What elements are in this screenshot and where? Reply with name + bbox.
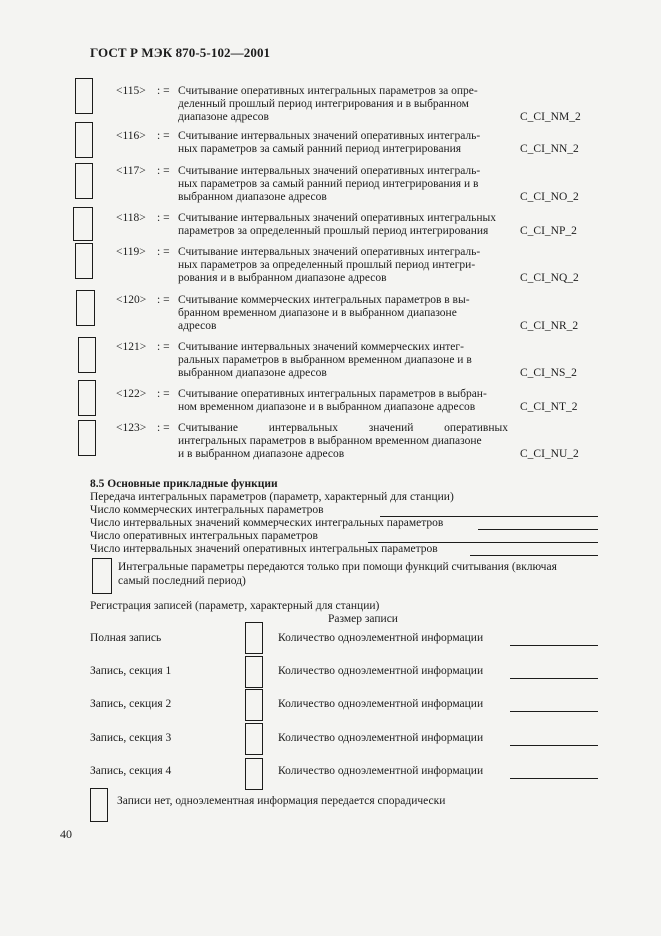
definition-code: <117> bbox=[116, 165, 146, 177]
record-label: Запись, секция 1 bbox=[90, 665, 172, 677]
description-line: Считывание оперативных интегральных параметров за опре- bbox=[178, 85, 478, 97]
record-size-field[interactable] bbox=[510, 711, 598, 712]
record-info: Количество одноэлементной информации bbox=[278, 732, 484, 744]
asdu-type: C_CI_NM_2 bbox=[520, 111, 581, 123]
record-checkbox-section-4[interactable] bbox=[245, 758, 263, 790]
read-only-checkbox[interactable] bbox=[92, 558, 112, 594]
definition-separator: : = bbox=[157, 388, 170, 400]
definition-description bbox=[178, 341, 508, 380]
definition-separator: : = bbox=[157, 246, 170, 258]
description-line: рования и в выбранном диапазоне адресов bbox=[178, 272, 387, 284]
record-info: Количество одноэлементной информации bbox=[278, 698, 484, 710]
record-checkbox-section-1[interactable] bbox=[245, 656, 263, 688]
definition-code: <119> bbox=[116, 246, 146, 258]
description-line: ральных параметров в выбранном временном диапазоне и в bbox=[178, 354, 472, 366]
record-size-field[interactable] bbox=[510, 645, 598, 646]
description-line: и в выбранном диапазоне адресов bbox=[178, 448, 345, 460]
record-size-field[interactable] bbox=[510, 745, 598, 746]
asdu-type: C_CI_NR_2 bbox=[520, 320, 579, 332]
definition-separator: : = bbox=[157, 130, 170, 142]
checkbox-115[interactable] bbox=[75, 78, 93, 114]
description-line: Считывание интервальных значений коммерческих интег- bbox=[178, 341, 464, 353]
asdu-type: C_CI_NN_2 bbox=[520, 143, 579, 155]
page-header: ГОСТ Р МЭК 870-5-102—2001 bbox=[90, 45, 271, 60]
description-line: Считывание интервальных значений оперативных bbox=[178, 422, 508, 434]
asdu-type: C_CI_NU_2 bbox=[520, 448, 579, 460]
count-field[interactable] bbox=[478, 529, 598, 530]
checkbox-120[interactable] bbox=[76, 290, 95, 326]
count-field[interactable] bbox=[470, 555, 598, 556]
description-line: диапазоне адресов bbox=[178, 111, 269, 123]
record-size-field[interactable] bbox=[510, 678, 598, 679]
definition-code: <121> bbox=[116, 341, 147, 353]
checkbox-118[interactable] bbox=[73, 207, 93, 241]
description-line: ных параметров за самый ранний период интегрирования и в bbox=[178, 178, 479, 190]
description-line: выбранном диапазоне адресов bbox=[178, 367, 327, 379]
section-title: 8.5 Основные прикладные функции bbox=[90, 478, 278, 490]
page-number: 40 bbox=[60, 827, 72, 841]
record-label: Запись, секция 2 bbox=[90, 698, 172, 710]
record-info: Количество одноэлементной информации bbox=[278, 665, 484, 677]
definition-code: <120> bbox=[116, 294, 147, 306]
description-line: бранном временном диапазоне и в выбранном диапазоне bbox=[178, 307, 457, 319]
definition-description bbox=[178, 85, 508, 124]
description-line: ных параметров за определенный прошлый период интегри- bbox=[178, 259, 476, 271]
record-size-field[interactable] bbox=[510, 778, 598, 779]
checkbox-123[interactable] bbox=[78, 420, 96, 456]
description-line: Считывание коммерческих интегральных параметров в вы- bbox=[178, 294, 470, 306]
description-line: Считывание интервальных значений оперативных интегральных bbox=[178, 212, 497, 224]
description-line: Считывание интервальных значений оперативных интеграль- bbox=[178, 130, 481, 142]
checkbox-122[interactable] bbox=[78, 380, 96, 416]
no-record-checkbox[interactable] bbox=[90, 788, 108, 822]
record-label: Запись, секция 4 bbox=[90, 765, 172, 777]
definition-code: <116> bbox=[116, 130, 146, 142]
definition-description bbox=[178, 212, 508, 238]
definition-separator: : = bbox=[157, 422, 170, 434]
checkbox-121[interactable] bbox=[78, 337, 96, 373]
description-line: Считывание оперативных интегральных параметров в выбран- bbox=[178, 388, 487, 400]
record-checkbox-section-2[interactable] bbox=[245, 689, 263, 721]
record-info: Количество одноэлементной информации bbox=[278, 765, 484, 777]
definition-code: <122> bbox=[116, 388, 147, 400]
asdu-type: C_CI_NT_2 bbox=[520, 401, 578, 413]
definition-description bbox=[178, 388, 508, 414]
definition-code: <123> bbox=[116, 422, 147, 434]
count-label: Число оперативных интегральных параметров bbox=[90, 530, 318, 542]
count-label: Число интервальных значений коммерческих интегральных параметров bbox=[90, 517, 444, 529]
note-line: самый последний период) bbox=[118, 574, 246, 587]
asdu-type: C_CI_NS_2 bbox=[520, 367, 577, 379]
definition-code: <118> bbox=[116, 212, 146, 224]
definition-separator: : = bbox=[157, 212, 170, 224]
description-line: деленный прошлый период интегрирования и в выбранном bbox=[178, 98, 469, 110]
definition-separator: : = bbox=[157, 85, 170, 97]
record-size-heading: Размер записи bbox=[328, 613, 398, 625]
asdu-type: C_CI_NP_2 bbox=[520, 225, 577, 237]
definition-description bbox=[178, 165, 508, 204]
count-label: Число интервальных значений оперативных интегральных параметров bbox=[90, 543, 438, 555]
note-line: Интегральные параметры передаются только при помощи функций считывания (включая bbox=[118, 561, 557, 573]
description-line: ных параметров за самый ранний период интегрирования bbox=[178, 143, 462, 155]
description-line: Считывание интервальных значений оперативных интеграль- bbox=[178, 165, 481, 177]
description-line: адресов bbox=[178, 320, 217, 332]
count-label: Число коммерческих интегральных параметров bbox=[90, 504, 324, 516]
definition-separator: : = bbox=[157, 165, 170, 177]
record-label: Полная запись bbox=[90, 632, 162, 644]
checkbox-116[interactable] bbox=[75, 122, 93, 158]
description-line: Считывание интервальных значений оперативных интеграль- bbox=[178, 246, 481, 258]
no-record-note: Записи нет, одноэлементная информация передается спорадически bbox=[117, 795, 446, 807]
registration-heading: Регистрация записей (параметр, характерный для станции) bbox=[90, 600, 380, 612]
record-label: Запись, секция 3 bbox=[90, 732, 172, 744]
definition-description bbox=[178, 422, 508, 461]
description-line: выбранном диапазоне адресов bbox=[178, 191, 327, 203]
record-checkbox-section-3[interactable] bbox=[245, 723, 263, 755]
checkbox-117[interactable] bbox=[75, 163, 93, 199]
definition-description bbox=[178, 130, 508, 156]
definition-code: <115> bbox=[116, 85, 146, 97]
asdu-type: C_CI_NQ_2 bbox=[520, 272, 579, 284]
description-line: интегральных параметров в выбранном временном диапазоне bbox=[178, 435, 482, 447]
record-checkbox-full[interactable] bbox=[245, 622, 263, 654]
record-info: Количество одноэлементной информации bbox=[278, 632, 484, 644]
transmission-heading: Передача интегральных параметров (параметр, характерный для станции) bbox=[90, 491, 454, 503]
definition-description bbox=[178, 294, 508, 333]
read-only-note bbox=[118, 561, 600, 588]
description-line: параметров за определенный прошлый период интегрирования bbox=[178, 225, 489, 237]
description-line: ном временном диапазоне и в выбранном диапазоне адресов bbox=[178, 401, 476, 413]
asdu-type: C_CI_NO_2 bbox=[520, 191, 579, 203]
definition-description bbox=[178, 246, 508, 285]
checkbox-119[interactable] bbox=[75, 243, 93, 279]
definition-separator: : = bbox=[157, 341, 170, 353]
definition-separator: : = bbox=[157, 294, 170, 306]
